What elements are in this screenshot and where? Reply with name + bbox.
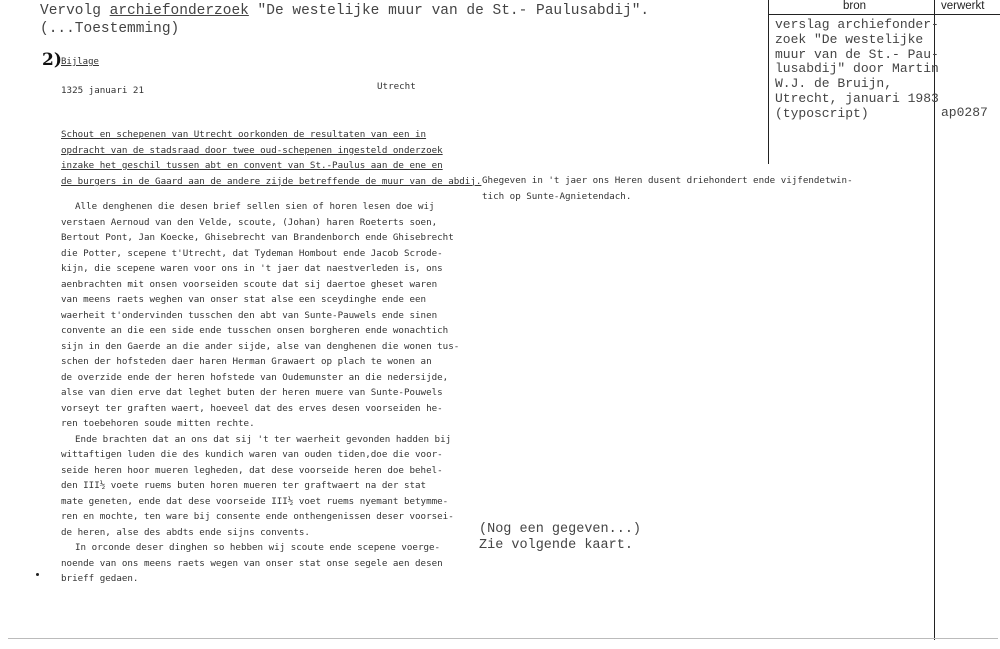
body-line: waerheit t'ondervinden tusschen den abt van Sunte-Pauwels ende sinen: [61, 309, 438, 321]
bron-line: lusabdij" door Martin: [775, 61, 939, 77]
body-line: brieff gedaen.: [61, 573, 139, 584]
bron-line: verslag archiefonder-: [775, 17, 939, 32]
record-body: [61, 199, 459, 587]
title-rest: "De westelijke muur van de St.- Paulusabdij".: [248, 3, 650, 19]
bron-line: zoek "De westelijke: [775, 31, 924, 47]
page-subtitle: (...Toestemming): [40, 21, 180, 37]
dating-line: tich op Sunte-Agnietendach.: [482, 190, 632, 202]
record-summary: [61, 127, 481, 189]
stray-mark: [36, 573, 39, 576]
body-line: sijn in den Gaerde an die ander sijde, alse van denghenen die wonen tus-: [61, 340, 460, 352]
body-line: ren toebehoren soude mitten rechte.: [61, 418, 255, 429]
verwerkt-header: verwerkt: [941, 0, 985, 12]
body-line: den III½ voete ruems buten horen mueren ter graftwaert na der stat: [61, 480, 427, 491]
handwritten-note: [479, 522, 641, 554]
summary-line: inzake het geschil tussen abt en convent van St.-Paulus aan de ene en: [61, 160, 443, 171]
body-line: mate geneten, ende dat dese voorseide III½ voet ruems nyemant betymme-: [61, 495, 449, 507]
record-date: 1325 januari 21: [61, 85, 144, 96]
bijlage-label: Bijlage: [61, 57, 99, 67]
body-line: In orconde deser dinghen so hebben wij scoute ende scepene voerge-: [75, 542, 441, 553]
verwerkt-code: ap0287: [941, 105, 988, 120]
title-prefix: Vervolg: [40, 3, 110, 19]
title-underlined: archiefonderzoek: [109, 3, 249, 19]
body-line: convente an die een side ende tusschen onsen borgheren ende wonachtich: [61, 325, 449, 336]
note-line: (Nog een gegeven...): [479, 522, 642, 537]
body-line: seide heren hoor mueren legheden, dat dese voorseide heren doe behel-: [61, 464, 443, 476]
section-numeral: 2): [42, 50, 62, 70]
dating-line: Ghegeven in 't jaer ons Heren dusent driehondert ende vijfendetwin-: [482, 175, 853, 186]
body-line: van meens raets weghen van onser stat alse een sceydinghe ende een: [61, 294, 427, 305]
bron-line: W.J. de Bruijn,: [775, 76, 893, 92]
bron-line: (typoscript): [775, 105, 869, 121]
body-line: die Potter, scepene t'Utrecht, dat Tydeman Hombout ende Jacob Scrode-: [61, 247, 443, 259]
summary-line: Schout en schepenen van Utrecht oorkonden de resultaten van een in: [61, 129, 427, 140]
body-line: de overzide ende der heren hofstede van Oudemunster an die nedersijde,: [61, 371, 449, 383]
bron-header: bron: [843, 0, 867, 12]
body-line: kijn, die scepene waren voor ons in 't jaer dat naestverleden is, ons: [61, 263, 443, 274]
body-line: Ende brachten dat an ons dat sij 't ter waerheit gevonden hadden bij: [75, 433, 452, 445]
body-line: wittaftigen luden die des kundich waren van ouden tiden,doe die voor-: [61, 449, 443, 460]
body-line: alse van dien erve dat leghet buten der heren muere van Sunte-Pouwels: [61, 387, 443, 398]
summary-line: opdracht van de stadsraad door twee oud-schepenen ingesteld onderzoek: [61, 144, 443, 156]
page-title: [40, 3, 649, 19]
summary-line: de burgers in de Gaard aan de andere zijde betreffende de muur van de abdij.: [61, 175, 482, 187]
record-dating: [482, 173, 853, 204]
body-line: noende van ons meens raets wegen van onser stat onse segele aen desen: [61, 557, 443, 569]
body-line: schen der hofsteden daer haren Herman Grawaert op plach te wonen an: [61, 356, 432, 367]
record-place: Utrecht: [377, 81, 416, 92]
bron-text: [775, 18, 939, 122]
body-line: Alle denghenen die desen brief sellen sien of horen lesen doe wij: [75, 201, 435, 212]
bron-line: Utrecht, januari 1983: [775, 90, 939, 106]
body-line: verstaen Aernoud van den Velde, scoute, (Johan) haren Roeterts soen,: [61, 216, 438, 228]
table-header-rule: [768, 14, 1000, 15]
body-line: ren en mochte, ten ware bij consente ende onthengenissen deser voorsei-: [61, 511, 454, 522]
page-bottom-rule: [8, 638, 998, 639]
body-line: de heren, alse des abdts ende sijns convents.: [61, 526, 310, 538]
note-line: Zie volgende kaart.: [479, 538, 633, 553]
body-line: aenbrachten mit onsen voorseiden scoute dat sij daertoe gheset waren: [61, 278, 438, 290]
body-line: Bertout Pont, Jan Koecke, Ghisebrecht van Brandenborch ende Ghisebrecht: [61, 232, 454, 243]
table-left-rule: [768, 0, 769, 164]
body-line: vorseyt ter graften waert, hoeveel dat des erves desen voorseiden he-: [61, 402, 443, 414]
bron-line: muur van de St.- Pau-: [775, 46, 939, 62]
